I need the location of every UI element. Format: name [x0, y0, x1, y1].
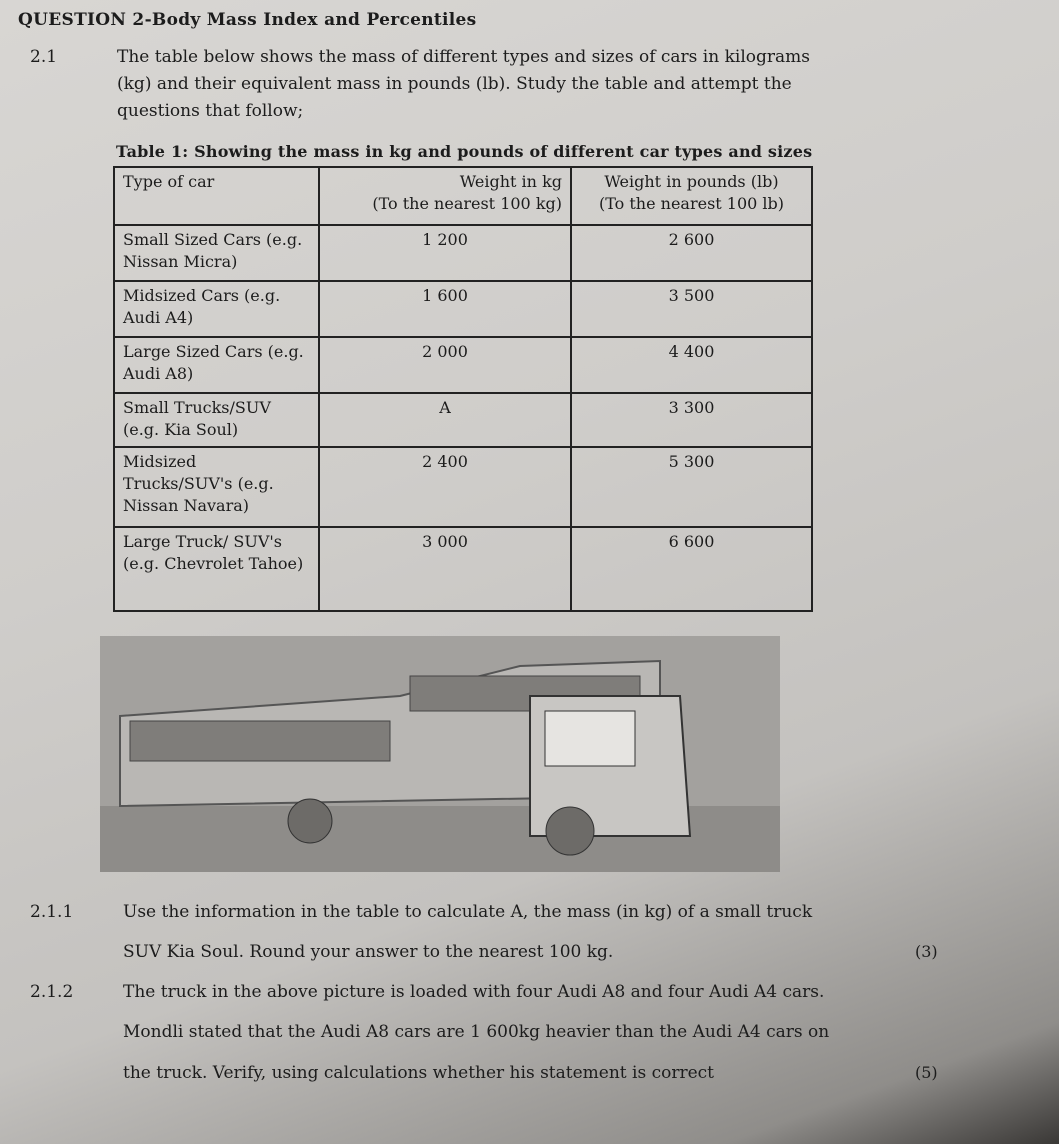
- cell-type: Small Sized Cars (e.g. Nissan Micra): [114, 225, 319, 281]
- header-type: Type of car: [114, 167, 319, 225]
- marks: (5): [915, 1063, 938, 1082]
- cell-kg: A: [319, 393, 571, 447]
- cell-type: Small Trucks/SUV (e.g. Kia Soul): [114, 393, 319, 447]
- cell-kg: 1 200: [319, 225, 571, 281]
- car-carrier-truck-image: [100, 636, 780, 872]
- question-text-line: Mondli stated that the Audi A8 cars are 1 600kg heavier than the Audi A4 cars on: [123, 1022, 830, 1042]
- question-2-1-1-number: 2.1.1: [30, 902, 74, 922]
- cell-lb: 3 300: [571, 393, 812, 447]
- cell-type: Large Sized Cars (e.g. Audi A8): [114, 337, 319, 393]
- question-text-line: The truck in the above picture is loaded with four Audi A8 and four Audi A4 cars.: [123, 982, 825, 1002]
- cell-lb: 5 300: [571, 447, 812, 527]
- header-lb: Weight in pounds (lb) (To the nearest 100 lb): [571, 167, 812, 225]
- table-row: [114, 281, 812, 337]
- section-text: The table below shows the mass of different types and sizes of cars in kilograms (kg) and their equivalent mass in pounds (lb). Study the table and attempt the questions that follow;: [117, 47, 810, 121]
- table-row: [114, 527, 812, 611]
- cell-lb: 4 400: [571, 337, 812, 393]
- cell-kg: 1 600: [319, 281, 571, 337]
- question-text-line: Use the information in the table to calculate A, the mass (in kg) of a small truck: [123, 902, 813, 922]
- cell-lb: 2 600: [571, 225, 812, 281]
- cell-type: Large Truck/ SUV's (e.g. Chevrolet Tahoe): [114, 527, 319, 611]
- marks: (3): [915, 942, 938, 961]
- cell-kg: 3 000: [319, 527, 571, 611]
- cell-kg: 2 400: [319, 447, 571, 527]
- table-row: [114, 393, 812, 447]
- table-header-row: [114, 167, 812, 225]
- question-2-1-2-number: 2.1.2: [30, 982, 74, 1002]
- cell-type: Midsized Trucks/SUV's (e.g. Nissan Navara): [114, 447, 319, 527]
- question-title: QUESTION 2-Body Mass Index and Percentiles: [18, 10, 477, 30]
- section-number: 2.1: [30, 47, 58, 67]
- question-text-line: SUV Kia Soul. Round your answer to the nearest 100 kg.: [123, 942, 614, 962]
- question-text-line: the truck. Verify, using calculations whether his statement is correct: [123, 1063, 715, 1083]
- cell-lb: 3 500: [571, 281, 812, 337]
- table-row: [114, 337, 812, 393]
- table-row: [114, 225, 812, 281]
- header-kg: Weight in kg (To the nearest 100 kg): [319, 167, 571, 225]
- cell-type: Midsized Cars (e.g. Audi A4): [114, 281, 319, 337]
- car-mass-table: [113, 166, 813, 612]
- table-row: [114, 447, 812, 527]
- section-intro: [30, 44, 810, 121]
- table-caption: Table 1: Showing the mass in kg and pounds of different car types and sizes: [116, 142, 813, 161]
- cell-kg: 2 000: [319, 337, 571, 393]
- cell-lb: 6 600: [571, 527, 812, 611]
